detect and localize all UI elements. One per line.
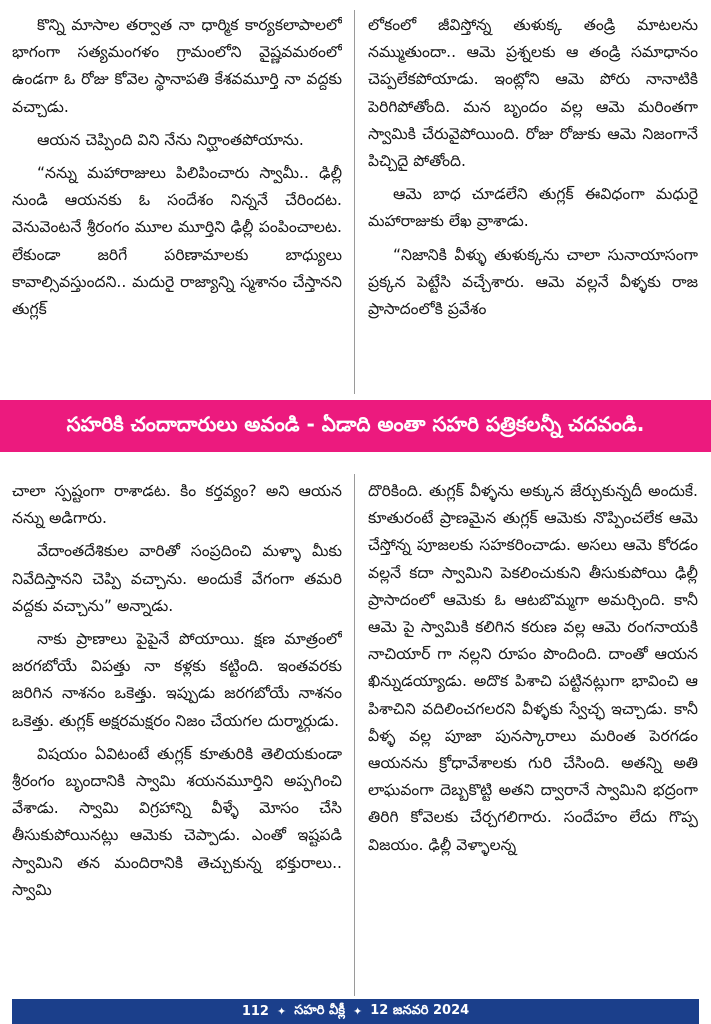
column-divider xyxy=(354,474,355,996)
issue-date: 12 జనవరి 2024 xyxy=(370,1002,470,1018)
magazine-name: సహరి వీక్లీ xyxy=(294,1002,346,1018)
article-column-top-left xyxy=(12,12,342,392)
paragraph: నాకు ప్రాణాలు పైపైనే పోయాయి. క్షణ మాత్రంలో జరగబోయే విపత్తు నా కళ్లకు కట్టింది. ఇంతవరకు జరిగిన నాశనం ఒకెత్తు. ఇప్పుడు జరగబోయే నాశనం ఒకెత్తు. తుగ్లక్ అక్షరమక్షరం నిజం చేయగల దుర్మార్గుడు. xyxy=(12,630,342,730)
paragraph-continuation: లోకంలో జీవిస్తోన్న తుళుక్క తండ్రి మాటలను నమ్ముతుందా.. ఆమె ప్రశ్నలకు ఆ తండ్రి సమాధానం చెప్పలేకపోయాడు. ఇంట్లోని ఆమె పోరు నానాటికి పెరిగిపోతోంది. మన బృందం వల్ల ఆమె మరింతగా స్వామికి చేరువైపోయింది. రోజు రోజుకు ఆమె నిజంగానే పిచ్చిదై పోతోంది. xyxy=(368,16,698,171)
paragraph-continuation: చాలా స్పష్టంగా రాశాడట. కిం కర్తవ్యం? అని ఆయన నన్ను అడిగారు. xyxy=(12,482,342,528)
paragraph-continuation: దొరికింది. తుగ్లక్ వీళ్ళను అక్కున జేర్చుకున్నదీ అందుకే. కూతురంటే ప్రాణమైన తుగ్లక్ ఆమెకు నొప్పించలేక ఆమె చేస్తోన్న పూజలకు సహకరించాడు. అసలు ఆమె కోరడం వల్లనే కదా స్వామిని పెకలించుకుని తీసుకుపోయి ఢిల్లీ ప్రాసాదంలో ఆమెకు ఓ ఆటబొమ్మగా అమర్చింది. కానీ ఆమె పై స్వామికి కలిగిన కరుణ వల్ల ఆమె రంగనాయకి నాచియార్ గా నల్లని రూపం పొందింది. దాంతో ఆయన ఖిన్నుడయ్యాడు. అదొక పిశాచి పట్టినట్లుగా భావించి ఆ పిశాచిని వదిలించగలరని వీళ్ళకు స్వేచ్ఛ ఇచ్చాడు. కానీ వీళ్ళ వల్ల పూజా పునస్కారాలు మరింత పెరగడం ఆయనను క్రోధావేశాలకు గురి చేసింది. అతన్ని అతి లాఘవంగా దెబ్బకొట్టి అతని ద్వారానే స్వామిని భద్రంగా తిరిగి కోవెలకు చేర్చగలిగారు. సందేహం లేదు గొప్ప విజయం. ఢిల్లీ వెళ్ళాలన్న xyxy=(368,482,698,854)
star-separator-icon: ✦ xyxy=(276,1005,287,1018)
page-number: 112 xyxy=(241,1004,269,1019)
paragraph: విషయం ఏవిటంటే తుగ్లక్ కూతురికి తెలియకుండా శ్రీరంగం బృందానికి స్వామి శయనమూర్తిని అప్పగించి వేశాడు. స్వామి విగ్రహాన్ని వీళ్ళే మోసం చేసి తీసుకుపోయినట్లు ఆమెకు చెప్పాడు. ఎంతో ఇష్టపడి స్వామిని తన మందిరానికి తెచ్చుకున్న భక్తురాలు.. స్వామి xyxy=(12,744,342,899)
paragraph: “నన్ను మహారాజులు పిలిపించారు స్వామీ.. ఢిల్లీ నుండి ఆయనకు ఓ సందేశం నిన్ననే చేరిందట. వెనువెంటనే శ్రీరంగం మూల మూర్తిని ఢిల్లీ పంపించాలట. లేకుండా జరిగే పరిణామాలకు బాధ్యులు కావాల్సివస్తుందని.. మదురై రాజ్యాన్ని స్మశానం చేస్తానని తుగ్లక్ xyxy=(12,164,342,319)
article-column-bottom-right xyxy=(368,478,698,993)
article-column-bottom-left xyxy=(12,478,342,993)
subscription-banner: సహరికి చందాదారులు అవండి - ఏడాది అంతా సహరి పత్రికలన్నీ చదవండి. xyxy=(0,400,711,452)
article-column-top-right xyxy=(368,12,698,392)
page-footer xyxy=(12,999,699,1024)
paragraph: ఆమె బాధ చూడలేని తుగ్లక్ ఈవిధంగా మధురై మహారాజుకు లేఖ వ్రాశాడు. xyxy=(368,185,698,231)
paragraph: వేదాంతదేశికుల వారితో సంప్రదించి మళ్ళా మీకు నివేదిస్తానని చెప్పి వచ్చాను. అందుకే వేగంగా తమరి వద్దకు వచ్చాను” అన్నాడు. xyxy=(12,542,342,615)
star-separator-icon: ✦ xyxy=(353,1005,363,1018)
paragraph: కొన్ని మాసాల తర్వాత నా ధార్మిక కార్యకలాపాలలో భాగంగా సత్యమంగళం గ్రామంలోని వైష్ణవమఠంలో ఉండగా ఓ రోజు కోవెల స్థానాపతి కేశవమూర్తి నా వద్దకు వచ్చాడు. xyxy=(12,16,342,116)
paragraph: “నిజానికి వీళ్ళు తుళుక్కను చాలా సునాయాసంగా ప్రక్కన పెట్టేసి వచ్చేశారు. ఆమె వల్లనే వీళ్ళకు రాజ ప్రాసాదంలోకి ప్రవేశం xyxy=(368,245,698,319)
column-divider xyxy=(354,10,355,394)
paragraph: ఆయన చెప్పింది విని నేను నిర్ఘాంతపోయాను. xyxy=(36,130,304,149)
